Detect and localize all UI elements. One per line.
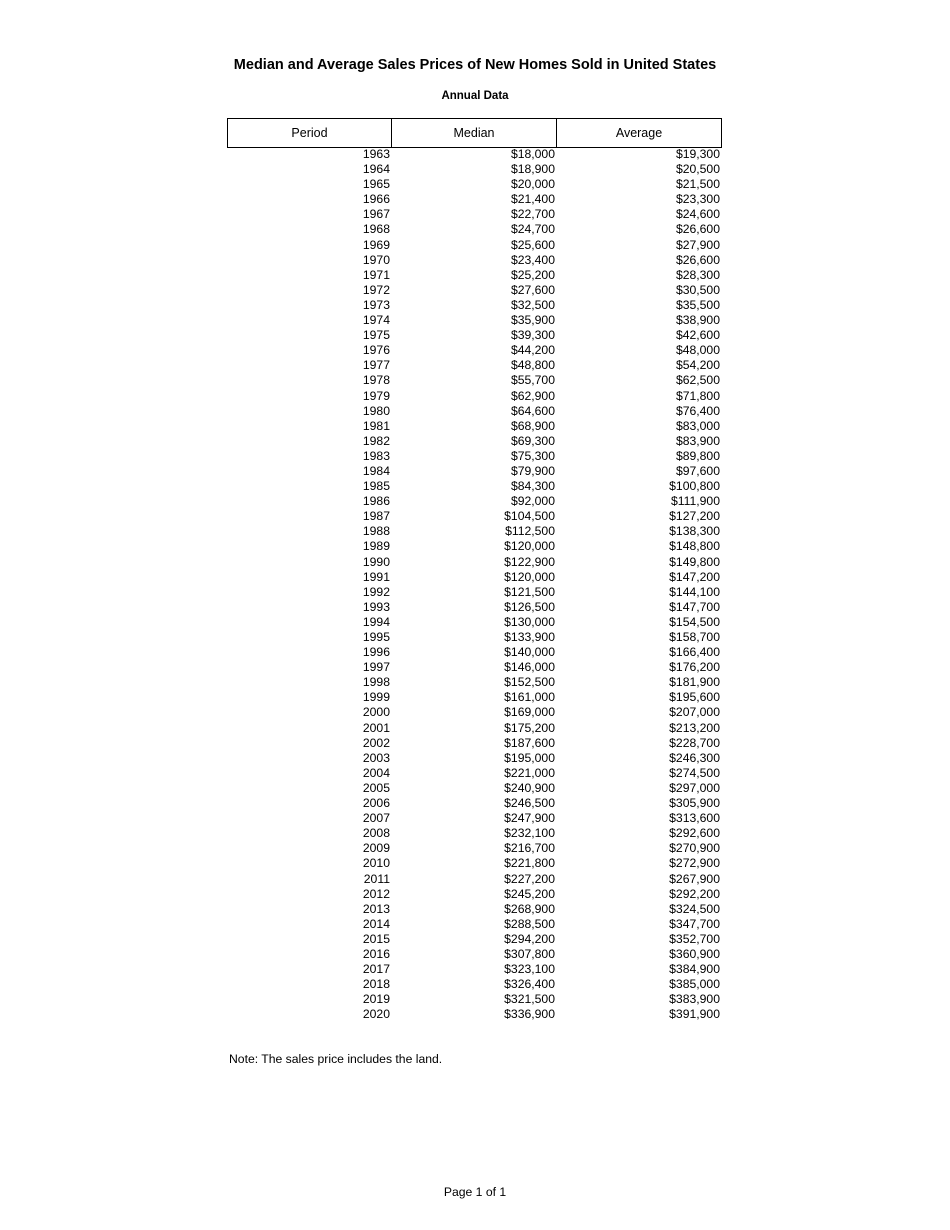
period-cell: 2009 (362, 841, 390, 856)
period-cell: 2002 (362, 735, 390, 750)
period-cell: 1967 (362, 207, 390, 222)
period-cell: 2020 (362, 1007, 390, 1022)
average-cell: $21,500 (675, 177, 720, 192)
footnote: Note: The sales price includes the land. (229, 1052, 443, 1066)
median-cell: $20,000 (510, 177, 555, 192)
median-cell: $48,800 (510, 358, 555, 373)
table-row (227, 328, 722, 343)
average-cell: $324,500 (669, 901, 720, 916)
median-cell: $195,000 (504, 750, 555, 765)
table-row (227, 358, 722, 373)
table-row (227, 887, 722, 902)
median-cell: $161,000 (504, 690, 555, 705)
table-row (227, 600, 722, 615)
average-cell: $138,300 (669, 524, 720, 539)
table-row (227, 162, 722, 177)
average-cell: $274,500 (669, 765, 720, 780)
period-cell: 2000 (362, 705, 390, 720)
median-cell: $68,900 (510, 418, 555, 433)
average-cell: $391,900 (669, 1007, 720, 1022)
period-cell: 2018 (362, 977, 390, 992)
average-cell: $148,800 (669, 539, 720, 554)
average-cell: $54,200 (675, 358, 720, 373)
median-cell: $32,500 (510, 297, 555, 312)
average-cell: $111,900 (670, 494, 720, 509)
period-cell: 1976 (362, 343, 390, 358)
period-cell: 2003 (362, 750, 390, 765)
period-cell: 1993 (362, 599, 390, 614)
table-row (227, 751, 722, 766)
average-cell: $100,800 (669, 479, 720, 494)
table-row (227, 660, 722, 675)
period-cell: 1970 (362, 252, 390, 267)
table-row (227, 313, 722, 328)
period-cell: 1991 (362, 569, 390, 584)
period-cell: 1988 (362, 524, 390, 539)
table-row (227, 585, 722, 600)
table-row (227, 675, 722, 690)
table-row (227, 705, 722, 720)
period-cell: 1997 (362, 660, 390, 675)
average-cell: $246,300 (669, 750, 720, 765)
average-cell: $292,200 (669, 886, 720, 901)
average-cell: $27,900 (675, 237, 720, 252)
period-cell: 1973 (362, 297, 390, 312)
median-cell: $126,500 (504, 599, 555, 614)
table-row (227, 343, 722, 358)
period-cell: 2019 (362, 992, 390, 1007)
average-cell: $26,600 (675, 222, 720, 237)
average-cell: $48,000 (675, 343, 720, 358)
median-cell: $121,500 (504, 584, 555, 599)
median-cell: $175,200 (504, 720, 555, 735)
average-cell: $154,500 (669, 614, 720, 629)
table-row (227, 555, 722, 570)
average-cell: $83,900 (675, 433, 720, 448)
median-cell: $232,100 (504, 826, 555, 841)
average-cell: $297,000 (669, 780, 720, 795)
average-cell: $352,700 (669, 931, 720, 946)
median-cell: $120,000 (504, 569, 555, 584)
table-row (227, 494, 722, 509)
average-cell: $360,900 (669, 946, 720, 961)
period-cell: 1995 (362, 630, 390, 644)
table-row (227, 147, 722, 162)
median-cell: $84,300 (510, 479, 555, 494)
median-cell: $112,500 (505, 524, 555, 539)
page-number: Page 1 of 1 (443, 1185, 507, 1199)
median-cell: $18,900 (510, 162, 555, 177)
table-row (227, 298, 722, 313)
median-cell: $307,800 (504, 946, 555, 961)
median-cell: $246,500 (504, 796, 555, 811)
table-row (227, 238, 722, 253)
median-cell: $133,900 (504, 630, 555, 644)
table-row (227, 524, 722, 539)
header-median: Median (392, 118, 557, 148)
median-cell: $44,200 (510, 343, 555, 358)
period-cell: 1977 (362, 358, 390, 373)
period-cell: 1975 (362, 328, 390, 343)
period-cell: 1981 (362, 418, 390, 433)
table-row (227, 902, 722, 917)
table-row (227, 464, 722, 479)
median-cell: $240,900 (504, 780, 555, 795)
table-row (227, 222, 722, 237)
median-cell: $288,500 (504, 916, 555, 931)
median-cell: $21,400 (510, 192, 555, 207)
period-cell: 2008 (362, 826, 390, 841)
average-cell: $147,700 (669, 599, 720, 614)
period-cell: 2017 (362, 962, 390, 977)
median-cell: $25,600 (510, 237, 555, 252)
average-cell: $42,600 (675, 328, 720, 343)
table-row (227, 449, 722, 464)
average-cell: $97,600 (675, 463, 720, 478)
table-row (227, 962, 722, 977)
median-cell: $69,300 (510, 433, 555, 448)
period-cell: 1978 (362, 373, 390, 388)
average-cell: $176,200 (669, 660, 720, 675)
median-cell: $79,900 (510, 463, 555, 478)
period-cell: 1963 (362, 147, 390, 161)
page-subtitle: Annual Data (441, 90, 509, 102)
period-cell: 2001 (362, 720, 390, 735)
table-row (227, 419, 722, 434)
average-cell: $267,900 (669, 871, 720, 886)
median-cell: $294,200 (504, 931, 555, 946)
period-cell: 1984 (362, 463, 390, 478)
period-cell: 2013 (362, 901, 390, 916)
period-cell: 2004 (362, 765, 390, 780)
period-cell: 1966 (362, 192, 390, 207)
period-cell: 1990 (362, 554, 390, 569)
median-cell: $75,300 (510, 448, 555, 463)
table-row (227, 781, 722, 796)
average-cell: $181,900 (669, 675, 720, 690)
period-cell: 1980 (362, 403, 390, 418)
average-cell: $71,800 (675, 388, 720, 403)
period-cell: 1992 (362, 584, 390, 599)
average-cell: $147,200 (669, 569, 720, 584)
table-row (227, 992, 722, 1007)
average-cell: $158,700 (669, 630, 720, 644)
average-cell: $76,400 (675, 403, 720, 418)
median-cell: $92,000 (510, 494, 555, 509)
period-cell: 2007 (362, 811, 390, 826)
median-cell: $35,900 (510, 313, 555, 328)
table-row (227, 947, 722, 962)
average-cell: $28,300 (675, 267, 720, 282)
median-cell: $247,900 (504, 811, 555, 826)
period-cell: 1987 (362, 509, 390, 524)
average-cell: $38,900 (675, 313, 720, 328)
median-cell: $22,700 (510, 207, 555, 222)
median-cell: $24,700 (510, 222, 555, 237)
period-cell: 1999 (362, 690, 390, 705)
average-cell: $313,600 (669, 811, 720, 826)
median-cell: $245,200 (504, 886, 555, 901)
period-cell: 1985 (362, 479, 390, 494)
period-cell: 2015 (362, 931, 390, 946)
period-cell: 1989 (362, 539, 390, 554)
table-row (227, 389, 722, 404)
median-cell: $140,000 (504, 645, 555, 660)
table-row (227, 479, 722, 494)
median-cell: $221,000 (504, 765, 555, 780)
median-cell: $323,100 (504, 962, 555, 977)
table-row (227, 841, 722, 856)
median-cell: $122,900 (504, 554, 555, 569)
period-cell: 1996 (362, 645, 390, 660)
period-cell: 2012 (362, 886, 390, 901)
table-row (227, 207, 722, 222)
period-cell: 1998 (362, 675, 390, 690)
table-row (227, 811, 722, 826)
median-cell: $268,900 (504, 901, 555, 916)
period-cell: 2006 (362, 796, 390, 811)
table-row (227, 721, 722, 736)
period-cell: 1994 (362, 614, 390, 629)
average-cell: $213,200 (669, 720, 720, 735)
median-cell: $25,200 (510, 267, 555, 282)
median-cell: $104,500 (504, 509, 555, 524)
table-row (227, 630, 722, 645)
average-cell: $305,900 (669, 796, 720, 811)
average-cell: $270,900 (669, 841, 720, 856)
average-cell: $347,700 (669, 916, 720, 931)
table-row (227, 856, 722, 871)
average-cell: $144,100 (669, 584, 720, 599)
table-header (227, 118, 722, 148)
period-cell: 1968 (362, 222, 390, 237)
median-cell: $130,000 (504, 614, 555, 629)
average-cell: $195,600 (669, 690, 720, 705)
table-row (227, 766, 722, 781)
average-cell: $166,400 (669, 645, 720, 660)
average-cell: $30,500 (675, 282, 720, 297)
median-cell: $146,000 (504, 660, 555, 675)
table-row (227, 268, 722, 283)
average-cell: $228,700 (669, 735, 720, 750)
period-cell: 1983 (362, 448, 390, 463)
table-row (227, 253, 722, 268)
table-row (227, 796, 722, 811)
average-cell: $272,900 (669, 856, 720, 871)
average-cell: $385,000 (669, 977, 720, 992)
period-cell: 1969 (362, 237, 390, 252)
table-row (227, 177, 722, 192)
period-cell: 1972 (362, 282, 390, 297)
table-row (227, 1007, 722, 1022)
header-average: Average (557, 118, 722, 148)
period-cell: 2005 (362, 780, 390, 795)
median-cell: $221,800 (504, 856, 555, 871)
period-cell: 2010 (362, 856, 390, 871)
average-cell: $207,000 (669, 705, 720, 720)
median-cell: $62,900 (510, 388, 555, 403)
table-row (227, 570, 722, 585)
period-cell: 1974 (362, 313, 390, 328)
period-cell: 1979 (362, 388, 390, 403)
table-row (227, 645, 722, 660)
median-cell: $169,000 (504, 705, 555, 720)
median-cell: $227,200 (504, 871, 555, 886)
median-cell: $336,900 (504, 1007, 555, 1022)
median-cell: $321,500 (504, 992, 555, 1007)
average-cell: $383,900 (669, 992, 720, 1007)
period-cell: 1986 (362, 494, 390, 509)
average-cell: $149,800 (669, 554, 720, 569)
median-cell: $55,700 (510, 373, 555, 388)
average-cell: $20,500 (675, 162, 720, 177)
median-cell: $120,000 (504, 539, 555, 554)
table-row (227, 736, 722, 751)
table-row (227, 690, 722, 705)
average-cell: $83,000 (675, 418, 720, 433)
median-cell: $187,600 (504, 735, 555, 750)
table-body (227, 147, 722, 1022)
median-cell: $64,600 (510, 403, 555, 418)
median-cell: $216,700 (504, 841, 555, 856)
table-row (227, 539, 722, 554)
period-cell: 1982 (362, 433, 390, 448)
average-cell: $62,500 (675, 373, 720, 388)
median-cell: $23,400 (510, 252, 555, 267)
table-row (227, 917, 722, 932)
period-cell: 1965 (362, 177, 390, 192)
header-period: Period (227, 118, 392, 148)
table-row (227, 615, 722, 630)
table-row (227, 509, 722, 524)
table-row (227, 932, 722, 947)
average-cell: $127,200 (669, 509, 720, 524)
table-row (227, 404, 722, 419)
average-cell: $89,800 (675, 448, 720, 463)
period-cell: 2011 (363, 871, 390, 886)
average-cell: $292,600 (669, 826, 720, 841)
period-cell: 1964 (362, 162, 390, 177)
table-row (227, 283, 722, 298)
page-title: Median and Average Sales Prices of New Homes Sold in United States (233, 57, 717, 73)
table-row (227, 826, 722, 841)
median-cell: $152,500 (504, 675, 555, 690)
period-cell: 2014 (362, 916, 390, 931)
table-row (227, 373, 722, 388)
median-cell: $18,000 (510, 147, 555, 161)
table-row (227, 872, 722, 887)
median-cell: $39,300 (510, 328, 555, 343)
average-cell: $19,300 (675, 147, 720, 161)
period-cell: 2016 (362, 946, 390, 961)
average-cell: $384,900 (669, 962, 720, 977)
period-cell: 1971 (362, 267, 390, 282)
table-row (227, 192, 722, 207)
average-cell: $24,600 (675, 207, 720, 222)
average-cell: $26,600 (675, 252, 720, 267)
table-row (227, 977, 722, 992)
average-cell: $23,300 (675, 192, 720, 207)
table-row (227, 434, 722, 449)
median-cell: $326,400 (504, 977, 555, 992)
average-cell: $35,500 (675, 297, 720, 312)
median-cell: $27,600 (510, 282, 555, 297)
